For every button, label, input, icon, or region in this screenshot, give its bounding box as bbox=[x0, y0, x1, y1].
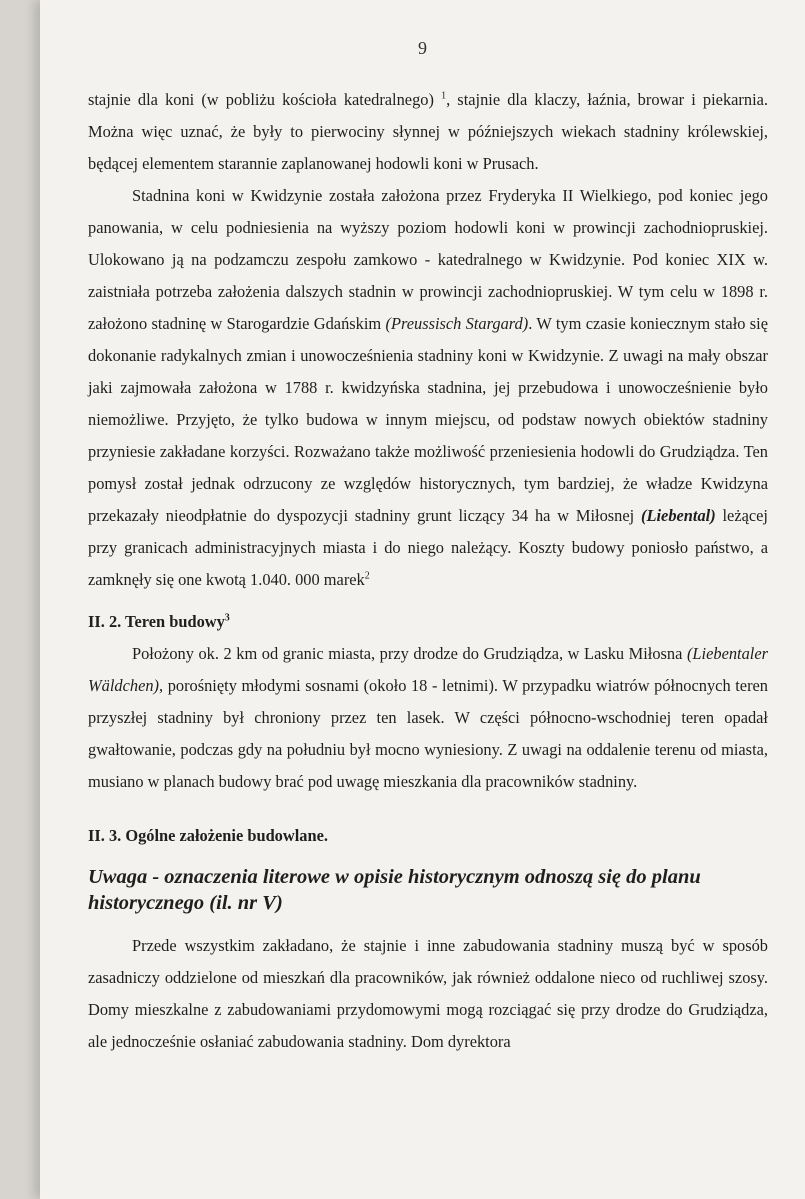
paragraph-4: Przede wszystkim zakładano, że stajnie i inne zabudowania stadniny muszą być w sposób zasadniczy oddzielone od mieszkań dla pracowników, jak również oddalone nieco od ruchliwej szosy. Domy mieszkalne z zabudowaniami przydomowymi mogą rozciągać się przy drodze do Grudziądza, ale jednocześnie osłaniać zabudowania stadniny. Dom dyrektora bbox=[88, 936, 768, 1051]
note-heading-uwaga: Uwaga - oznaczenia literowe w opisie historycznym odnoszą się do planu historycznego (il. nr V) bbox=[88, 866, 701, 914]
text-run: , porośnięty młodymi sosnami (około 18 - letnimi). W przypadku wiatrów północnych teren przyszłej stadniny był chroniony przez ten lasek. W części północno-wschodniej teren opadał gwałtowanie, podczas gdy na południu był mocno wyniesiony. Z uwagi na oddalenie terenu od miasta, musiano w planach budowy brać pod uwagę mieszkania dla pracowników stadniny. bbox=[88, 676, 768, 791]
text-run: Stadnina koni w Kwidzynie została założona przez Fryderyka II Wielkiego, pod koniec jego panowania, w celu podniesienia na wyższy poziom hodowli koni w prowincji zachodniopruskiej. Ulokowano ją na podzamczu zespołu zamkowo - katedralnego w Kwidzynie. Pod koniec XIX w. zaistniała potrzeba założenia dalszych stadnin w prowincji zachodniopruskiej. W tym celu w 1898 r. założono stadninę w Starogardzie Gdańskim bbox=[88, 186, 768, 333]
italic-term-liebentaler-waldchen: (Liebentaler Wäldchen) bbox=[88, 644, 768, 695]
section-heading-teren-budowy bbox=[88, 606, 768, 638]
text-run: leżącej przy granicach administracyjnych miasta i do niego należący. Koszty budowy poniosło państwo, a zamknęły się one kwotą 1.040. 000 marek bbox=[88, 506, 768, 589]
page-content bbox=[88, 84, 768, 1058]
paragraph-1 bbox=[88, 84, 768, 180]
paragraph-2 bbox=[88, 180, 768, 596]
page-number: 9 bbox=[418, 38, 427, 58]
paragraph-3 bbox=[88, 638, 768, 798]
footnote-ref-1: 1 bbox=[441, 90, 447, 102]
text-run: stajnie dla koni (w pobliżu kościoła katedralnego) bbox=[88, 90, 434, 109]
footnote-ref-3: 3 bbox=[224, 612, 230, 624]
italic-term-preussisch-stargard: (Preussisch Stargard) bbox=[385, 314, 529, 333]
footnote-ref-2: 2 bbox=[364, 570, 370, 582]
text-run: . W tym czasie koniecznym stało się dokonanie radykalnych zmian i unowocześnienia stadniny koni w Kwidzynie. Z uwagi na mały obszar jaki zajmowała założona w 1788 r. kwidzyńska stadnina, jej przebudowa i unowocześnienie było niemożliwe. Przyjęto, że tylko budowa w innym miejscu, od podstaw nowych obiektów stadniny przyniesie zakładane korzyści. Rozważano także możliwość przeniesienia hodowli do Grudziądza. Ten pomysł został jednak odrzucony ze względów historycznych, tym bardziej, że władze Kwidzyna przekazały nieodpłatnie do dyspozycji stadniny grunt liczący 34 ha w Miłosnej bbox=[88, 314, 768, 525]
text-run: Położony ok. 2 km od granic miasta, przy drodze do Grudziądza, w Lasku Miłosna bbox=[132, 644, 687, 663]
text-run: , stajnie dla klaczy, łaźnia, browar i piekarnia. Można więc uznać, że były to pierwociny słynnej w późniejszych wiekach stadniny królewskiej, będącej elementem starannie zaplanowanej hodowli koni w Prusach. bbox=[88, 90, 768, 173]
section-heading-ogolne-zalozenie: II. 3. Ogólne założenie budowlane. bbox=[88, 826, 328, 845]
document-page bbox=[40, 0, 805, 1199]
heading-text: II. 2. Teren budowy bbox=[88, 612, 225, 631]
bold-italic-term-liebental: (Liebental) bbox=[641, 506, 716, 525]
